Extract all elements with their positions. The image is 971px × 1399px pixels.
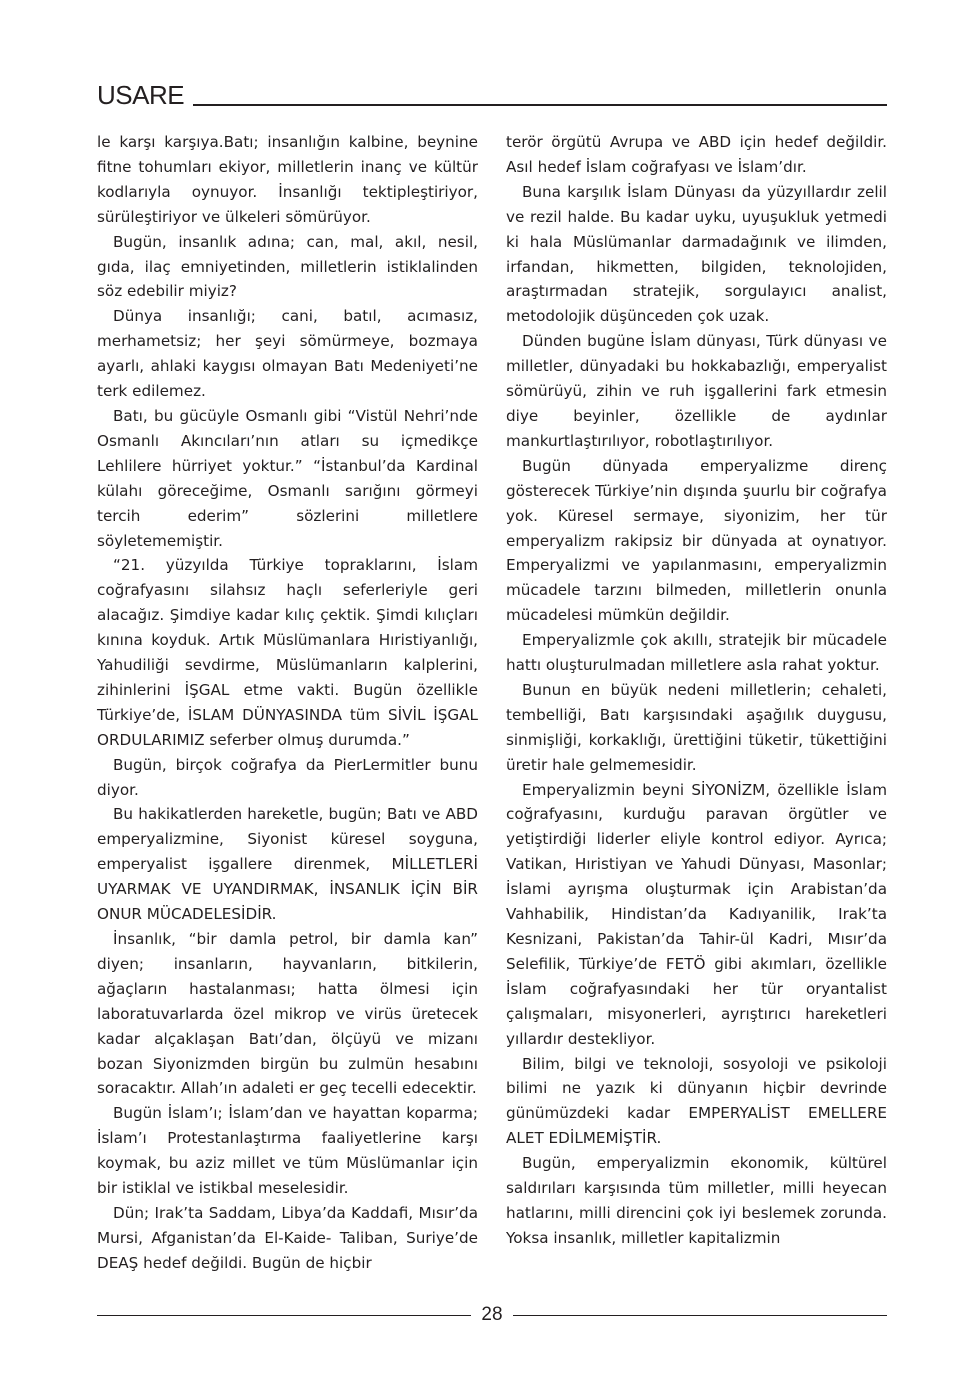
paragraph: İnsanlık, “bir damla petrol, bir damla kan” diyen; insanların, hayvanların, bitkilerin, ağaçların hastalanması; hatta ölmesi için laboratuvarlarda özel mikrop ve virüs üretecek kadar alçaklaşan Batı’dan, ölçüyü ve mizanı bozan Siyonizmden birgün bu zulmün hesabını soracaktır. Allah’ın adaleti er geç tecelli edecektir.: [97, 930, 478, 1098]
footer-rule: [513, 1315, 887, 1316]
paragraph: Dünya insanlığı; cani, batıl, acımasız, merhametsiz; her şeyi sömürmeye, bozmaya ayarlı, ahlaki kaygısı olmayan Batı Medeniyeti’ne terk edilemez.: [97, 307, 478, 401]
journal-title: USARE: [97, 80, 185, 110]
paragraph: le karşı karşıya.Batı; insanlığın kalbine, beynine fitne tohumları ekiyor, milletlerin inanç ve kültür kodlarıyla oynuyor. İnsanlığı tektipleştiriyor, sürüleştiriyor ve ülkeleri sömürüyor.: [97, 133, 478, 226]
paragraph: Bugün, birçok coğrafya da PierLermitler bunu diyor.: [97, 755, 478, 799]
paragraph: Bugün İslam’ı; İslam’dan ve hayattan koparma; İslam’ı Protestanlaştırma faaliyetlerine karşı koymak, bu aziz millet ve tüm Müslümanlar için bir istiklal ve istikbal meselesidir.: [97, 1104, 478, 1198]
paragraph: Buna karşılık İslam Dünyası da yüzyıllardır zelil ve rezil halde. Bu kadar uyku, uyuşukluk yetmedi ki hala Müslümanlar darmadağınık ve ilimden, irfandan, hikmetten, bilgiden, teknolojiden, araştırmadan stratejik, sorgulayıcı analist, metodolojik düşünceden çok uzak.: [506, 182, 887, 326]
paragraph: terör örgütü Avrupa ve ABD için hedef değildir. Asıl hedef İslam coğrafyası ve İslam’dır.: [506, 133, 887, 176]
paragraph: Bunun en büyük nedeni milletlerin; cehaleti, tembelliği, Batı karşısındaki aşağılık duygusu, sinmişliği, korkaklığı, ürettiğini tüketir, tükettiğini üretir hale gelmemesidir.: [506, 680, 887, 774]
paragraph: Bilim, bilgi ve teknoloji, sosyoloji ve psikoloji bilimi ne yazık ki dünyanın hiçbir devrinde günümüzdeki kadar EMPERYALİST EMELLERE ALET EDİLMEMİŞTİR.: [506, 1054, 887, 1148]
header-rule: [193, 104, 887, 106]
paragraph: Emperyalizmin beyni SİYONİZM, özellikle İslam coğrafyasını, kurduğu paravan örgütler ve yetiştirdiği liderler eliyle kontrol ediyor. Ayrıca; Vatikan, Hıristiyan ve Yahudi Dünyası, Masonlar; İslami ayrışma oluşturmak için Arabistan’da Vahhabilik, Hindistan’da Kadıyanilik, Irak’ta Kesnizani, Pakistan’da Tahir-ül Kadri, Mısır’da Selefilik, Türkiye’de FETÖ gibi akımları, özellikle İslam coğrafyasındaki her tür oryantalist çalışmaları, misyonerleri, ayrıştırıcı hareketleri yıllardır destekliyor.: [506, 780, 887, 1048]
footer-rule: [97, 1315, 471, 1316]
paragraph: Emperyalizmle çok akıllı, stratejik bir mücadele hattı oluşturulmadan milletlere asla rahat yoktur.: [506, 631, 887, 675]
right-column: [506, 130, 887, 1251]
paragraph: Batı, bu gücüyle Osmanlı gibi “Vistül Nehri’nde Osmanlı Akıncıları’nın atları su içmedikçe Lehlilere hürriyet yoktur.” “İstanbul’da Kardinal külahı göreceğime, Osmanlı sarığını görmeyi tercih ederim” sözlerini milletlere söyletememiştir.: [97, 406, 478, 550]
left-column: [97, 130, 478, 1276]
paragraph: Dün; Irak’ta Saddam, Libya’da Kaddafi, Mısır’da Mursi, Afganistan’da El-Kaide- Taliban, Suriye’de DEAŞ hedef değildi. Bugün de hiçbir: [97, 1203, 478, 1272]
page-footer: [97, 1302, 887, 1328]
paragraph: Bugün dünyada emperyalizme direnç gösterecek Türkiye’nin dışında şuurlu bir coğrafya yok. Küresel sermaye, siyonizim, her tür emperyalizm rakipsiz bir dünyada at oynatıyor. Emperyalizmi ve yapılanmasını, emperyalizmin mücadele tarzını bilmeden, milletlerin onunla mücadelesi mümkün değildir.: [506, 456, 887, 625]
running-header: [97, 80, 887, 110]
paragraph: “21. yüzyılda Türkiye topraklarını, İslam coğrafyasını silahsız haçlı seferleriyle geri alacağız. Şimdiye kadar kılıç çektik. Şimdi kılıçları kınına koyduk. Artık Müslümanlara Hıristiyanlığı, Yahudiliği sevdirme, Müslümanların kalplerini, zihinlerini İŞGAL etme vakti. Bugün özellikle Türkiye’de, İSLAM DÜNYASINDA tüm SİVİL İŞGAL ORDULARIMIZ seferber olmuş durumda.”: [97, 556, 478, 749]
paragraph: Bugün, insanlık adına; can, mal, akıl, nesil, gıda, ilaç emniyetinden, milletlerin istiklalinden söz edebilir miyiz?: [97, 232, 478, 301]
paragraph: Dünden bugüne İslam dünyası, Türk dünyası ve milletler, dünyadaki bu hokkabazlığı, emperyalist sömürüyü, zihin ve ruh işgallerini fark etmesin diye beyinler, özellikle de aydınlar mankurtlaştırılıyor, robotlaştırılıyor.: [506, 332, 887, 450]
paragraph: Bugün, emperyalizmin ekonomik, kültürel saldırıları karşısında tüm milletler, milli heyecan hatlarını, milli direncini çok iyi beslemek zorunda. Yoksa insanlık, milletler kapitalizmin: [506, 1154, 887, 1247]
paragraph: Bu hakikatlerden hareketle, bugün; Batı ve ABD emperyalizmine, Siyonist küresel soyguna, emperyalist işgallere direnmek, MİLLETLERİ UYARMAK VE UYANDIRMAK, İNSANLIK İÇİN BİR ONUR MÜCADELESİDİR.: [97, 805, 478, 924]
page-number: 28: [481, 1304, 503, 1325]
